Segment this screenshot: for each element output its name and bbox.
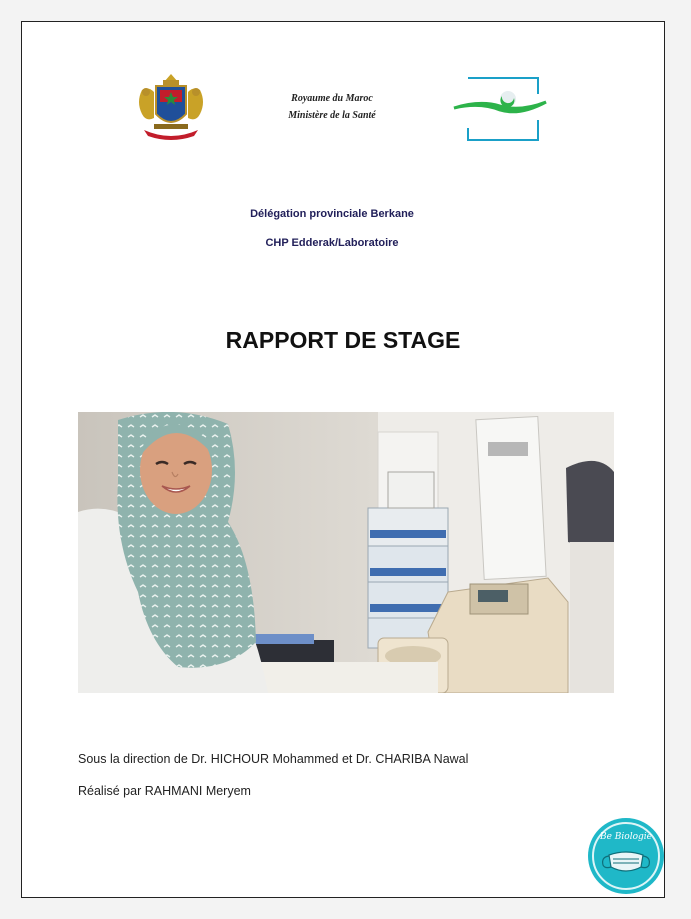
report-cover-page bbox=[21, 21, 665, 898]
supervisors-line: Sous la direction de Dr. HICHOUR Mohammed et Dr. CHARIBA Nawal bbox=[78, 752, 469, 766]
watermark-text: Be Biologie bbox=[600, 832, 652, 842]
credits-block bbox=[78, 743, 638, 807]
author-line: Réalisé par RAHMANI Meryem bbox=[78, 784, 251, 798]
gov-line-kingdom: Royaume du Maroc bbox=[291, 93, 373, 104]
unit-label: CHP Edderak/Laboratoire bbox=[265, 237, 399, 249]
lab-photo bbox=[78, 412, 614, 693]
delegation-label: Délégation provinciale Berkane bbox=[250, 208, 414, 220]
ministry-of-health-logo-icon bbox=[450, 72, 550, 146]
government-header bbox=[252, 90, 412, 124]
be-biologie-watermark bbox=[587, 817, 665, 895]
report-title: RAPPORT DE STAGE bbox=[225, 327, 461, 353]
institution-block bbox=[172, 200, 492, 258]
moroccan-coat-of-arms-icon bbox=[134, 72, 208, 144]
gov-line-ministry: Ministère de la Santé bbox=[288, 110, 376, 121]
